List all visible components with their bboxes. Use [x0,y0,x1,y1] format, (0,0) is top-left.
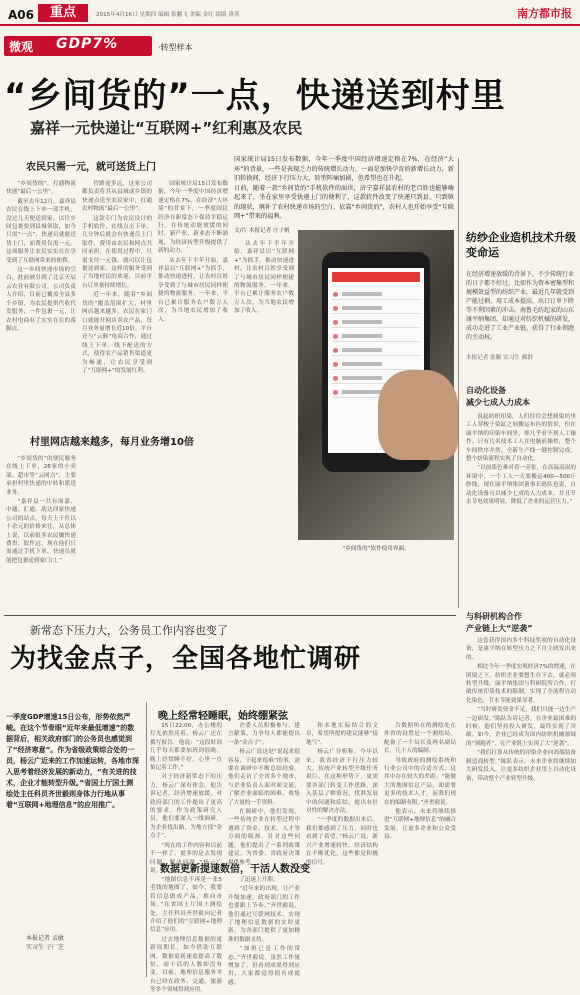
section-badge: 重点 [38,4,88,22]
column-banner [4,36,152,56]
story2-headline: 为找金点子，全国各地忙调研 [10,644,362,674]
sidebar-headline: 纺纱企业造机技术升级变命运 [466,231,576,259]
paragraph: 了迅速上升期。 [239,877,279,883]
hand-image [378,370,458,460]
story2-column-5 [150,876,222,994]
story1-section-title-2: 村里网店越来越多，每月业务增10倍 [30,437,194,448]
paragraph: 杨云广说这是“说起来很容易，干起来很难”的事，需要在调研中不断总结经验。他们走访了全省多个地市，与企业负责人面对面交流，了解企业面临的困难，收集了大量的一手资料。 [228,749,300,806]
main-headline: “乡间货的”一点，快递送到村里 [4,76,506,116]
story2-lead: 一季度GDP增速15日公布，形势依然严峻。在这个节骨眼“近年来最低增速”的数据背后，相关政府部门的公务员也感觉到了“经济寒意”。作为省级政策综合处的一员，杨云广近来的工作加速运转，各地市深入思考着经济发展的新动力，“有关进的技术，企业才能转型升级。”省国土厅国土测绘处主任科员齐世毅则身体力行地从事着“互联网+地理信息”的应用推广。 [6,713,139,809]
paragraph: 导致政府的测绘系统和行业公司中的合适方式，这其中存在较大的差距。“能做大的地图信息产品，却需要更多的技术人才，而我们现在的编制有限。”齐世毅说。 [384,757,456,806]
story2-byline: 本报记者 孟敏 实习生 子厂芝 [26,935,64,951]
paragraph: “乡间货的”，打通物流快递“最后一公里”。 [6,181,76,196]
paragraph: 企委人员积极参与，建言献策，力争每人都能提出一条“金点子”。 [228,723,300,746]
paragraph: “乡间货的”的便民服务在线上下单，28家的小卖部、超市等“云网点”，主要承担村里快递的中转和派送业务。 [6,456,76,496]
sidebar-divider [458,158,459,608]
paragraph: “一季度的数据出来后，我们都感到了压力，同时也看到了希望。”杨云广说，新兴产业增速较快，经济结构在不断优化，这些都是积极的信号。 [306,817,378,866]
story2-column-6 [228,876,300,986]
paragraph: “嘉祥县一共有面嘉、中通、汇通、韵达四家快递公司的站点，每天上千件以十余元的价格来往。从总体上说，以前很多农民嫌快递费贵、取件远，现在他们只需通过手机下单，快递员就能把包裹送到家门口。” [6,499,76,564]
paragraph: 国家统计局15日发布数据，今年一季度中国经济增速定格在7%，在经济“大环境”的背景下，一季度国民经济在新常态下保持平稳运行。在传统动能放缓的同时，新产业、新业态不断涌现，为经济转型升级提供了新的动力。 [158,181,228,255]
page-number: A06 [8,8,34,22]
sidebar-byline: 本报记者 张颖 实习生 郝群 [466,355,533,361]
sidebar-text-2 [466,637,576,977]
paragraph: 近一年来，随着“乡间货的”覆盖范围扩大，村里网店越来越多，农民在家门口就能开网店卖农产品，每月业务量增长近10倍。平台还与“云猴”电商合作，通过线上下单，线下配送的方式，使得农产品销售渠道更为畅通，让农民享受到了“互联网+”的发展红利。 [82,292,152,374]
sidebar-lead: 在经济增速放缓的背景下，不少传统行业的日子都不好过，比如作为资本密集型和规模效益型的纺织产业，最近几年就受到产能过剩、用工成本提高、出口订单下降等不利因素的冲击。南鲁毛纺起家的山东康平纳集团，却通过对纺织机械的研发，成功走进了工业产业链，获得了行业领跑的主动权。 [466,271,575,341]
paragraph: 杨云广分析称，今年以来，我省经济下行压力较大，传统产业转型升级任务艰巨。在这种形势下，更需要各部门转变工作思路，深入基层了解情况，找准发展中的问题和症结，提出有针对性的解决办法。 [306,749,378,815]
app-photo [298,230,454,540]
paragraph: 对于经济新常态下的压力，杨云广深有体会。他告诉记者，经济增速放缓，对政府部门的工作提出了更高的要求。作为政策研究人员，他们要深入一线调研，为企业找出路，为地方找“金点子”。 [150,774,222,840]
gdp-badge: GDP7% [56,36,119,52]
story2-subhead-1: 晚上经常轻睡眠，始终绷紧弦 [158,711,288,722]
paragraph: 在调研中，他们发现，一些传统企业在转型过程中遇到了资金、技术、人才等方面的瓶颈。针对这些问题，他们提出了一系列政策建议，为省委、省政府决策提供参考。 [228,809,300,866]
story1-column-4 [158,180,228,610]
story2-subhead-2: 数据更新提速数倍，干活人数没变 [160,864,310,875]
paragraph: “现在的工作内容和以前不一样了，更多的是去发现问题、解决问题。”杨云广说。 [150,842,222,874]
story2-kicker: 新常态下压力大，公务员工作内容也变了 [30,624,228,637]
story1-section-title-1: 农民只需一元，就可送货上门 [26,162,156,173]
date-line: 2015年4月16日 星期四 编辑 张鹏飞 美编 金红 组版 洛菁 [96,12,240,18]
paragraph: 从去年下半年开始，嘉祥县以“互联网+”为抓手，推动快递进村，让农村百姓享受到了与城市居民同样便捷的物流服务。一年来，平台已累计服务农户数万人次，为当地农民增加了收入。 [234,241,294,315]
paragraph: 这套获得国内多个科技奖项的自动化设备，是康平纳在转型压力之下自主研发出来的。 [466,638,576,661]
story2-column-divider [146,702,147,977]
paragraph: 说起纺织印染，人们往往会想到染坊里工人穿梭于染缸之间搬运布匹的情景，但在康平纳的印染车间里，却几乎看不到人工操作。只有几名技术工人在电脑前操控，整个车间秩序井然。全新生产线一键控制完成，整个纺染流程实现了自动化。 [466,414,576,463]
story1-column-3 [82,180,152,610]
paragraph: 管路途多远，这家公司都负责将其从县城或乡镇的快递点送至农民家中，打通农村物流“最后一公里”。 [82,181,152,213]
paragraph: “以前染色难对着一旁张，在高温高湿的环境中，一个工人一天要搬运400—500斤纱线，现在康平纳集团董事长陈队也说，自动化设备可以减少七成的人力成本，并且节水节电效果明显，降低了企业的运营压力。” [466,465,576,506]
paragraph: “加班已是工作的常态。”齐世毅说，虽然工作量增加了，但看到成果得到应用，大家都觉得很有成就感。 [228,946,300,986]
newspaper-logo: 南方都市报 [517,7,572,20]
paragraph: 从去年下半年开始，嘉祥县以“互联网+”为抓手，推动快递进村，让农村百姓享受到了与城市居民同样便捷的物流服务。一年来，平台已累计服务农户数万人次，为当地农民增加了收入。 [158,257,228,323]
header-rule [0,24,580,26]
series-title: ·转型样本 [158,43,193,52]
paragraph: “地图信息不再是一张5毛钱的地图了，如今，我要将信息做成产品，推向市场。”在省国土厅国土测绘处，主任科员齐世毅向记者介绍了他们的“互联网+地理信息”应用。 [150,877,222,934]
sidebar-text-1 [466,413,576,608]
story1-column-5 [234,240,294,610]
story2-column-4 [384,722,456,977]
paragraph: 这一乡间快递市场的空白，此前被引到了北京天辰云农业有限公司。公司负责人介绍，目前已覆盖全县多个乡镇，为农民提供代收代发服务，一件包裹一元，让农村电商有了实实在在的落脚点。 [6,267,76,332]
paragraph: 过去地理信息数据的更新周期长，如今借助互联网，数据更新速度提高了数倍，而干活的人数却没有变。目前，地理信息服务平台已经在政务、交通、旅游等多个领域得到应用。 [150,936,222,994]
paragraph: “我们打算从传统的印染企业向高端装备制造商转型。”陈队表示，未来企业将继续加大研发投入，让更多纺织企业用上自动化设备，带动整个产业转型升级。 [466,750,576,782]
sidebar-subhead-2: 与科研机构合作 产业链上大“逆袭” [466,612,533,633]
photo-caption: “乡间货的”软件使用界面。 [342,546,410,552]
paragraph: 相比今年一季度宏观经济7%的增速，在困境之下，纺织企业要想生存下去，就必须转型升级。康平纳集团与科研院所合作，打破传统印染技术的限制，实现了全流程自动化染色，节水节能效果显著。 [466,664,576,704]
story1-column-2 [6,455,76,610]
paragraph: 15日22:00，办公楼的灯光依然亮着。杨云广还在撰写报告，他说：“这段时间几乎每天都要加班到很晚，晚上经常睡不好，心里一直惦记着工作。” [150,723,222,772]
column-label: 微观 [9,40,34,54]
story1-byline: 文/片 本报记者 庄子帆 [234,228,290,234]
story2-column-1 [150,722,222,874]
paragraph: “当时研发资金不足，我们只能一边生产一边研发。”陈队告诉记者，在企业最困难的时候，他们坚持投入研发，最终实现了突破。如今，企业已经成为国内纺织机械领域的“领跑者”，在产业链上实现了大“逆袭”。 [466,707,576,747]
story1-intro: 国家统计局15日发布数据，今年一季度中国经济增速定格在7%，在经济“大环”的背景，一些是表现乏力的传统增长动力，一面是加快孕育的新增长动力，新旧转换间，经济下行压力大，转型阵痛加剧，但希望也在升起。 日前，随着一款“乡间货的”手机软件的面世，济宁嘉祥县农村的老百姓也能够嗨起来了，坐在家里享受快递上门的便利了，这款软件改变了快递只到县、只到镇的现状，填补了农村快递市场的空白，依靠“乡间货的”，农村人也开始享受“互联网+”带来的福利。 [234,156,454,220]
paragraph: 告数据所在的测绘处在外省的设置是一个测绘局，配备了一个局长及两名副局长，几十人的编制。 [384,723,456,755]
story2-column-3 [306,722,378,977]
paragraph: “近年来的出现，让产业升级加速，政府部门的工作也要跟上节奏。”齐世毅说，他们通过互联网技术，实现了地理信息数据的实时更新，为各部门提供了更加精准的数据支持。 [228,886,300,943]
story2-column-2 [228,722,300,866]
story2-divider [4,615,456,616]
sub-headline: 嘉祥一元快递让“互联网+”红利惠及农民 [30,119,303,137]
paragraph: 这款专门为农民设计的手机软件，在线点击下单，几分钟后就会有快递员上门取件，费用由农民和网点共同承担。在使用过程中，只需支付一元钱，就可以让包裹送到家。这样的服务受到了当地村民的欢迎，目前平台订单量持续增长。 [82,215,152,289]
paragraph: 他表示，未来将继续推进“互联网+地理信息”的融合发展，让更多企业和公众受益。 [384,809,457,841]
story1-column-1 [6,180,76,430]
paragraph: 截至去年12月，嘉祥县农民在线上下单一部手机，没过几天便送到家。以往乡间包裹要到县城领取，如今只需“一点”，快递员就能送货上门，而费用仅需一元。这项服务让农民实实在在享受到了互联网带来的便利。 [6,198,76,264]
sidebar-subhead-1: 自动化设备 减少七成人力成本 [466,386,530,407]
paragraph: 和本地实际结合的文章，希望所提的建议能够“接地气”。 [306,723,378,746]
